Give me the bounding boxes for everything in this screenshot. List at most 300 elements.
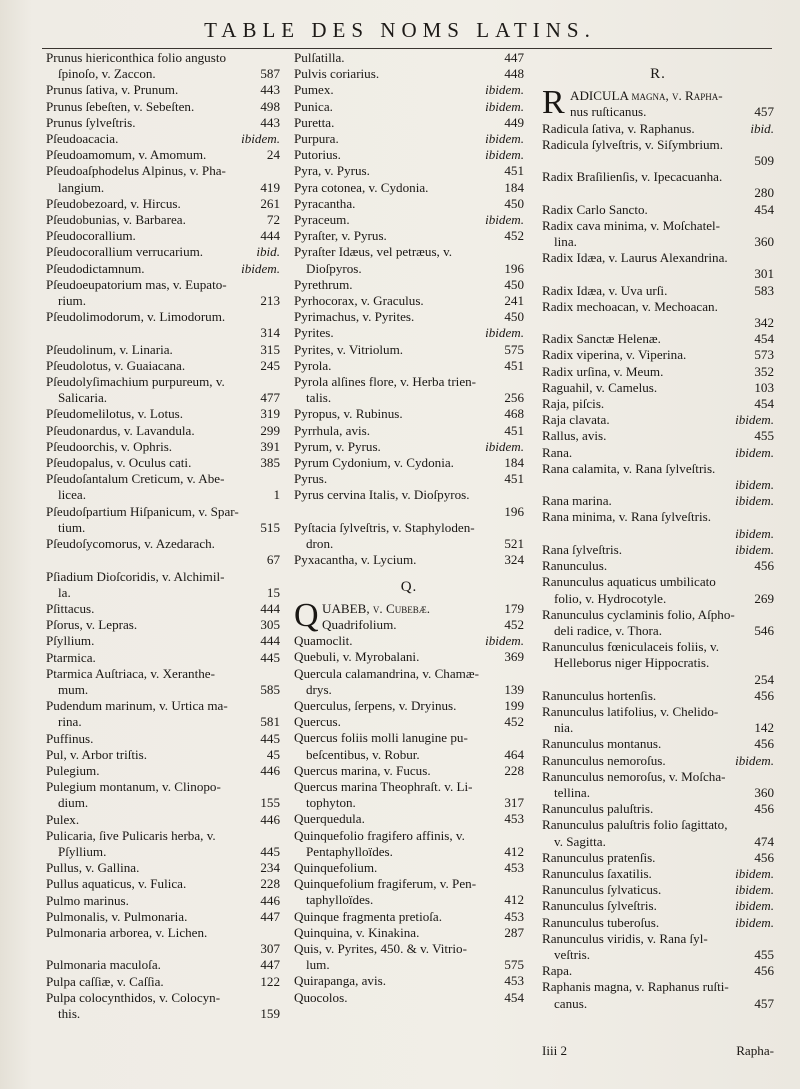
entry-line <box>46 876 280 892</box>
page-ref: 419 <box>260 179 280 195</box>
index-entry <box>542 915 774 931</box>
entry-text: mum. <box>58 681 89 697</box>
page-footer <box>542 1043 774 1059</box>
index-column-1 <box>46 50 280 1022</box>
index-entry <box>46 406 280 422</box>
index-entry <box>294 714 524 730</box>
page-ref: ibidem. <box>735 412 774 428</box>
entry-text: Quinquefolium fragiferum, v. Pen- <box>294 876 477 892</box>
index-entry <box>294 423 524 439</box>
page-ref: 456 <box>754 801 774 817</box>
page-ref: 314 <box>260 325 280 341</box>
entry-line <box>46 487 280 503</box>
entry-line <box>46 536 280 552</box>
index-entry <box>46 909 280 925</box>
page-ref: 45 <box>266 746 280 762</box>
page-ref: 446 <box>260 762 280 778</box>
entry-text: Rana minima, v. Rana ſylveſtris. <box>542 509 711 525</box>
section-heading: Q. <box>400 578 418 595</box>
entry-text: Pſeudoorchis, v. Ophris. <box>46 438 173 454</box>
entry-text: Quercus. <box>294 714 341 730</box>
entry-line <box>542 931 774 947</box>
index-entry <box>46 860 280 876</box>
index-entry <box>46 50 280 82</box>
index-entry <box>46 666 280 698</box>
index-entry <box>294 163 524 179</box>
entry-text: Rana marina. <box>542 493 612 509</box>
index-entry <box>542 428 774 444</box>
entry-line <box>46 244 280 260</box>
entry-text: Pyrola. <box>294 357 332 373</box>
index-entry <box>542 850 774 866</box>
index-entry <box>542 639 774 688</box>
entry-line <box>294 471 524 487</box>
entry-text: UABEB, v. Cubebæ. <box>322 600 430 616</box>
index-entry <box>294 552 524 568</box>
entry-text: Ranunculus. <box>542 558 608 574</box>
entry-text: Quocolos. <box>294 989 348 1005</box>
entry-text: Pyropus, v. Rubinus. <box>294 406 403 422</box>
index-entry <box>46 439 280 455</box>
entry-line <box>46 666 280 682</box>
entry-text: Pſeudoſpartium Hiſpanicum, v. Spar- <box>46 503 239 519</box>
page-ref: 245 <box>260 357 280 373</box>
index-entry <box>294 698 524 714</box>
entry-line <box>542 428 774 444</box>
entry-text: Ranunculus aquaticus umbilicato <box>542 574 716 590</box>
entry-line <box>294 212 524 228</box>
entry-text: ADICULA magna, v. Rapha- <box>570 88 723 104</box>
page-ref: 155 <box>260 795 280 811</box>
page-ref: 452 <box>504 616 524 632</box>
page-ref: 575 <box>504 341 524 357</box>
page-ref: 464 <box>504 746 524 762</box>
entry-text: Radicula ſylveſtris, v. Siſymbrium. <box>542 136 723 152</box>
page-ref: 269 <box>754 590 774 606</box>
index-entry <box>294 406 524 422</box>
section-block <box>542 84 774 1012</box>
entry-text: Radix mechoacan, v. Mechoacan. <box>542 298 718 314</box>
entry-text: Salicaria. <box>58 390 108 406</box>
entry-line <box>542 574 774 590</box>
entry-line <box>542 801 774 817</box>
page-ref: 241 <box>504 293 524 309</box>
entry-line <box>542 639 774 655</box>
entry-text: Quebuli, v. Myrobalani. <box>294 649 420 665</box>
entry-line <box>294 228 524 244</box>
entry-line <box>294 455 524 471</box>
index-entry <box>46 147 280 163</box>
page-ref: 342 <box>754 315 774 331</box>
entry-line <box>294 876 524 892</box>
entry-text: folio, v. Hydrocotyle. <box>554 590 667 606</box>
entry-line <box>46 731 280 747</box>
entry-text: Pſyllium. <box>46 633 95 649</box>
entry-text: Quercus foliis molli lanugine pu- <box>294 730 468 746</box>
entry-line <box>46 763 280 779</box>
page-ref: 213 <box>260 293 280 309</box>
entry-text: Pulpa colocynthidos, v. Colocyn- <box>46 989 221 1005</box>
entry-line <box>542 461 774 477</box>
page-ref: 72 <box>266 212 280 228</box>
page-ref: 228 <box>260 876 280 892</box>
entry-text: Pulmonaria arborea, v. Lichen. <box>46 924 208 940</box>
entry-text: Pyracantha. <box>294 195 356 211</box>
index-entry <box>294 358 524 374</box>
entry-line <box>46 617 280 633</box>
index-entry <box>542 202 774 218</box>
entry-line <box>542 720 774 736</box>
entry-line <box>542 526 774 542</box>
entry-text: dron. <box>306 536 334 552</box>
index-entry <box>46 731 280 747</box>
entry-text: Quercus marina, v. Fucus. <box>294 762 431 778</box>
signature-mark: Iiii 2 <box>542 1043 568 1058</box>
page-ref: ibidem. <box>735 493 774 509</box>
entry-line <box>294 536 524 552</box>
entry-line <box>542 380 774 396</box>
entry-line <box>542 493 774 509</box>
index-entry <box>294 860 524 876</box>
page-ref: ibidem. <box>485 98 524 114</box>
index-entry <box>46 957 280 973</box>
entry-text: Helleborus niger Hippocratis. <box>554 655 710 671</box>
entry-text: this. <box>58 1005 81 1021</box>
entry-line <box>46 909 280 925</box>
entry-text: Radix Sanctæ Helenæ. <box>542 331 661 347</box>
entry-line <box>46 714 280 730</box>
entry-text: Ranunculus ſylvaticus. <box>542 882 662 898</box>
entry-line <box>294 504 524 520</box>
entry-text: Ptarmica. <box>46 649 96 665</box>
page-ref: 585 <box>260 681 280 697</box>
entry-line <box>542 817 774 833</box>
entry-line <box>294 261 524 277</box>
entry-line <box>542 558 774 574</box>
entry-line <box>542 591 774 607</box>
index-entry <box>294 115 524 131</box>
index-entry <box>46 536 280 568</box>
page-ref: ibidem. <box>735 898 774 914</box>
entry-line <box>294 520 524 536</box>
entry-text: Radix cava minima, v. Moſchatel- <box>542 217 721 233</box>
entry-text: Pyrum, v. Pyrus. <box>294 438 381 454</box>
index-entry <box>542 574 774 606</box>
index-entry <box>294 617 524 633</box>
index-entry <box>542 817 774 849</box>
entry-text: Pyrethrum. <box>294 276 353 292</box>
page-ref: 412 <box>504 892 524 908</box>
entry-text: Puretta. <box>294 114 335 130</box>
entry-text: rium. <box>58 293 87 309</box>
index-entry <box>542 542 774 558</box>
entry-line <box>294 779 524 795</box>
entry-line <box>294 649 524 665</box>
page-ref: 443 <box>260 82 280 98</box>
index-entry <box>542 283 774 299</box>
entry-text: Pſeudoſantalum Creticum, v. Abe- <box>46 471 225 487</box>
page-ref: 454 <box>754 396 774 412</box>
entry-text: Radicula ſativa, v. Raphanus. <box>542 120 695 136</box>
entry-line <box>542 736 774 752</box>
entry-text: nia. <box>554 720 574 736</box>
entry-line <box>46 196 280 212</box>
entry-line <box>294 617 524 633</box>
entry-line <box>542 153 774 169</box>
entry-text: taphylloïdes. <box>306 892 374 908</box>
entry-text: Pyraſter, v. Pyrus. <box>294 228 387 244</box>
entry-text: Ranunculus montanus. <box>542 736 662 752</box>
page-ref: 446 <box>260 892 280 908</box>
page-ref: ibidem. <box>735 882 774 898</box>
index-entry <box>294 50 524 66</box>
page-ref: 184 <box>504 455 524 471</box>
page-ref: 581 <box>260 714 280 730</box>
entry-text: Ranunculus fœniculaceis foliis, v. <box>542 639 719 655</box>
page-ref: 455 <box>754 946 774 962</box>
entry-text: Ranunculus latifolius, v. Chelido- <box>542 703 719 719</box>
entry-line <box>542 266 774 282</box>
index-entry <box>294 811 524 827</box>
entry-text: Quinquefolio fragifero affinis, v. <box>294 827 465 843</box>
page-ref: ibidem. <box>735 541 774 557</box>
entry-text: v. Sagitta. <box>554 833 606 849</box>
index-entry <box>46 358 280 374</box>
entry-text: Pſeudomelilotus, v. Lotus. <box>46 406 183 422</box>
entry-line <box>542 672 774 688</box>
entry-line <box>542 185 774 201</box>
drop-capital: R <box>542 84 565 122</box>
page-ref: 445 <box>260 730 280 746</box>
index-entry <box>542 364 774 380</box>
entry-text: Ranunculus nemoroſus, v. Moſcha- <box>542 768 726 784</box>
index-entry <box>46 763 280 779</box>
entry-line <box>294 406 524 422</box>
entry-text: Quis, v. Pyrites, 450. & v. Vitrio- <box>294 940 467 956</box>
entry-text: Pulmo marinus. <box>46 892 129 908</box>
entry-text: Quadrifolium. <box>322 616 397 632</box>
entry-line <box>542 850 774 866</box>
page-ref: 451 <box>504 357 524 373</box>
index-entry <box>542 169 774 201</box>
index-entry <box>46 812 280 828</box>
entry-text: Pyrrhula, avis. <box>294 422 371 438</box>
entry-line <box>46 1006 280 1022</box>
index-entry <box>542 299 774 331</box>
page-ref: 454 <box>754 201 774 217</box>
page-ref: 196 <box>504 503 524 519</box>
entry-line <box>46 293 280 309</box>
catchword: Rapha- <box>736 1043 774 1058</box>
entry-line <box>46 131 280 147</box>
entry-line <box>294 763 524 779</box>
page-ref: 457 <box>754 104 774 120</box>
entry-line <box>46 860 280 876</box>
index-entry <box>46 633 280 649</box>
entry-text: Pyrhocorax, v. Graculus. <box>294 293 424 309</box>
entry-line <box>542 979 774 995</box>
entry-line <box>294 390 524 406</box>
page-ref: 352 <box>754 363 774 379</box>
page-ref: 450 <box>504 276 524 292</box>
entry-line <box>542 364 774 380</box>
entry-text: Pulpa caſſiæ, v. Caſſia. <box>46 973 164 989</box>
entry-line <box>46 650 280 666</box>
entry-line <box>294 196 524 212</box>
entry-text: Quirapanga, avis. <box>294 973 386 989</box>
index-entry <box>294 763 524 779</box>
index-entry <box>46 115 280 131</box>
entry-text: Pſittacus. <box>46 600 95 616</box>
index-entry <box>294 730 524 762</box>
entry-text: beſcentibus, v. Robur. <box>306 746 420 762</box>
entry-line <box>294 342 524 358</box>
entry-text: Pſeudodictamnum. <box>46 260 145 276</box>
page-ref: 521 <box>504 536 524 552</box>
entry-line <box>46 163 280 179</box>
entry-text: Pulmonalis, v. Pulmonaria. <box>46 908 188 924</box>
entry-line <box>46 552 280 568</box>
index-entry <box>294 633 524 649</box>
page-ref: 575 <box>504 957 524 973</box>
index-entry <box>542 704 774 736</box>
entry-line <box>294 180 524 196</box>
section-heading: R. <box>650 66 666 82</box>
entry-text: nus ruſticanus. <box>570 104 647 120</box>
entry-line <box>46 585 280 601</box>
entry-line <box>294 860 524 876</box>
page-ref: 261 <box>260 195 280 211</box>
index-column-3 <box>542 50 774 1012</box>
index-entry <box>46 925 280 957</box>
page-ref: 456 <box>754 963 774 979</box>
index-entry <box>294 601 524 617</box>
entry-text: Pſeudopalus, v. Oculus cati. <box>46 455 192 471</box>
page-ref: 319 <box>260 406 280 422</box>
entry-text: Pyrum Cydonium, v. Cydonia. <box>294 455 454 471</box>
entry-line <box>542 283 774 299</box>
index-entry <box>294 666 524 698</box>
entry-line <box>46 471 280 487</box>
page-ref: 447 <box>260 908 280 924</box>
entry-line <box>294 957 524 973</box>
index-entry <box>542 979 774 1011</box>
page-ref: ibidem. <box>735 477 774 493</box>
entry-line <box>46 228 280 244</box>
page-ref: 299 <box>260 422 280 438</box>
page-ref: 1 <box>273 487 280 503</box>
entry-text: tellina. <box>554 784 590 800</box>
entry-line <box>46 504 280 520</box>
entry-text: Ptarmica Auſtriaca, v. Xeranthe- <box>46 665 215 681</box>
entry-line <box>542 704 774 720</box>
entry-text: la. <box>58 584 71 600</box>
entry-line <box>294 487 524 503</box>
page-ref: 498 <box>260 98 280 114</box>
index-entry <box>542 331 774 347</box>
entry-line <box>46 795 280 811</box>
entry-line <box>46 406 280 422</box>
entry-text: Pſeudoaſphodelus Alpinus, v. Pha- <box>46 163 226 179</box>
entry-line <box>542 121 774 137</box>
entry-text: ſpinoſo, v. Zaccon. <box>58 66 156 82</box>
page-ref: 179 <box>504 600 524 616</box>
entry-line <box>294 147 524 163</box>
entry-line <box>46 569 280 585</box>
page-ref: 360 <box>754 784 774 800</box>
index-entry <box>542 218 774 250</box>
index-entry <box>46 196 280 212</box>
entry-text: Pullus, v. Gallina. <box>46 860 140 876</box>
entry-line <box>542 882 774 898</box>
entry-text: Quercus marina Theophraſt. v. Li- <box>294 778 473 794</box>
entry-text: dium. <box>58 795 89 811</box>
page-ref: 159 <box>260 1005 280 1021</box>
page-ref: 456 <box>754 687 774 703</box>
entry-text: Pulegium montanum, v. Clinopo- <box>46 779 221 795</box>
index-entry <box>46 698 280 730</box>
entry-line <box>542 769 774 785</box>
page-ref: 307 <box>260 941 280 957</box>
page-ref: 139 <box>504 681 524 697</box>
entry-line <box>542 915 774 931</box>
entry-line <box>294 163 524 179</box>
entry-text: Pſeudoſycomorus, v. Azedarach. <box>46 536 215 552</box>
entry-text: tium. <box>58 519 86 535</box>
entry-text: Pſeudolotus, v. Guaiacana. <box>46 357 186 373</box>
entry-line <box>46 66 280 82</box>
index-entry <box>542 688 774 704</box>
entry-text: Pſeudocorallium verrucarium. <box>46 244 204 260</box>
entry-text: Ranunculus ſaxatilis. <box>542 865 652 881</box>
page-ref: 103 <box>754 379 774 395</box>
entry-line <box>46 941 280 957</box>
page-title: TABLE DES NOMS LATINS. <box>204 18 596 42</box>
entry-text: Quercula calamandrina, v. Chamæ- <box>294 665 479 681</box>
entry-text: Pulvis coriarius. <box>294 66 380 82</box>
page-ref: 280 <box>754 185 774 201</box>
index-entry <box>542 931 774 963</box>
index-entry <box>46 261 280 277</box>
page-ref: 196 <box>504 260 524 276</box>
entry-text: Ranunculus tuberoſus. <box>542 914 660 930</box>
entry-line <box>542 477 774 493</box>
page-ref: 453 <box>504 973 524 989</box>
entry-line <box>294 909 524 925</box>
entry-line <box>542 347 774 363</box>
index-entry <box>542 898 774 914</box>
index-entry <box>46 779 280 811</box>
entry-text: Pulex. <box>46 811 80 827</box>
entry-line <box>294 601 524 617</box>
page-ref: 15 <box>266 584 280 600</box>
entry-text: Quinquina, v. Kinakina. <box>294 924 420 940</box>
entry-line <box>46 601 280 617</box>
index-entry <box>294 990 524 1006</box>
page-ref: ibidem. <box>241 131 280 147</box>
page-ref: 287 <box>504 924 524 940</box>
entry-line <box>46 439 280 455</box>
page-ref: 453 <box>504 811 524 827</box>
entry-text: Radix viperina, v. Viperina. <box>542 347 687 363</box>
entry-text: Pyraceum. <box>294 212 350 228</box>
page-ref: 445 <box>260 843 280 859</box>
page-ref: 453 <box>504 859 524 875</box>
entry-text: Pſyllium. <box>58 843 107 859</box>
page-ref: 468 <box>504 406 524 422</box>
entry-text: drys. <box>306 681 332 697</box>
entry-line <box>46 812 280 828</box>
